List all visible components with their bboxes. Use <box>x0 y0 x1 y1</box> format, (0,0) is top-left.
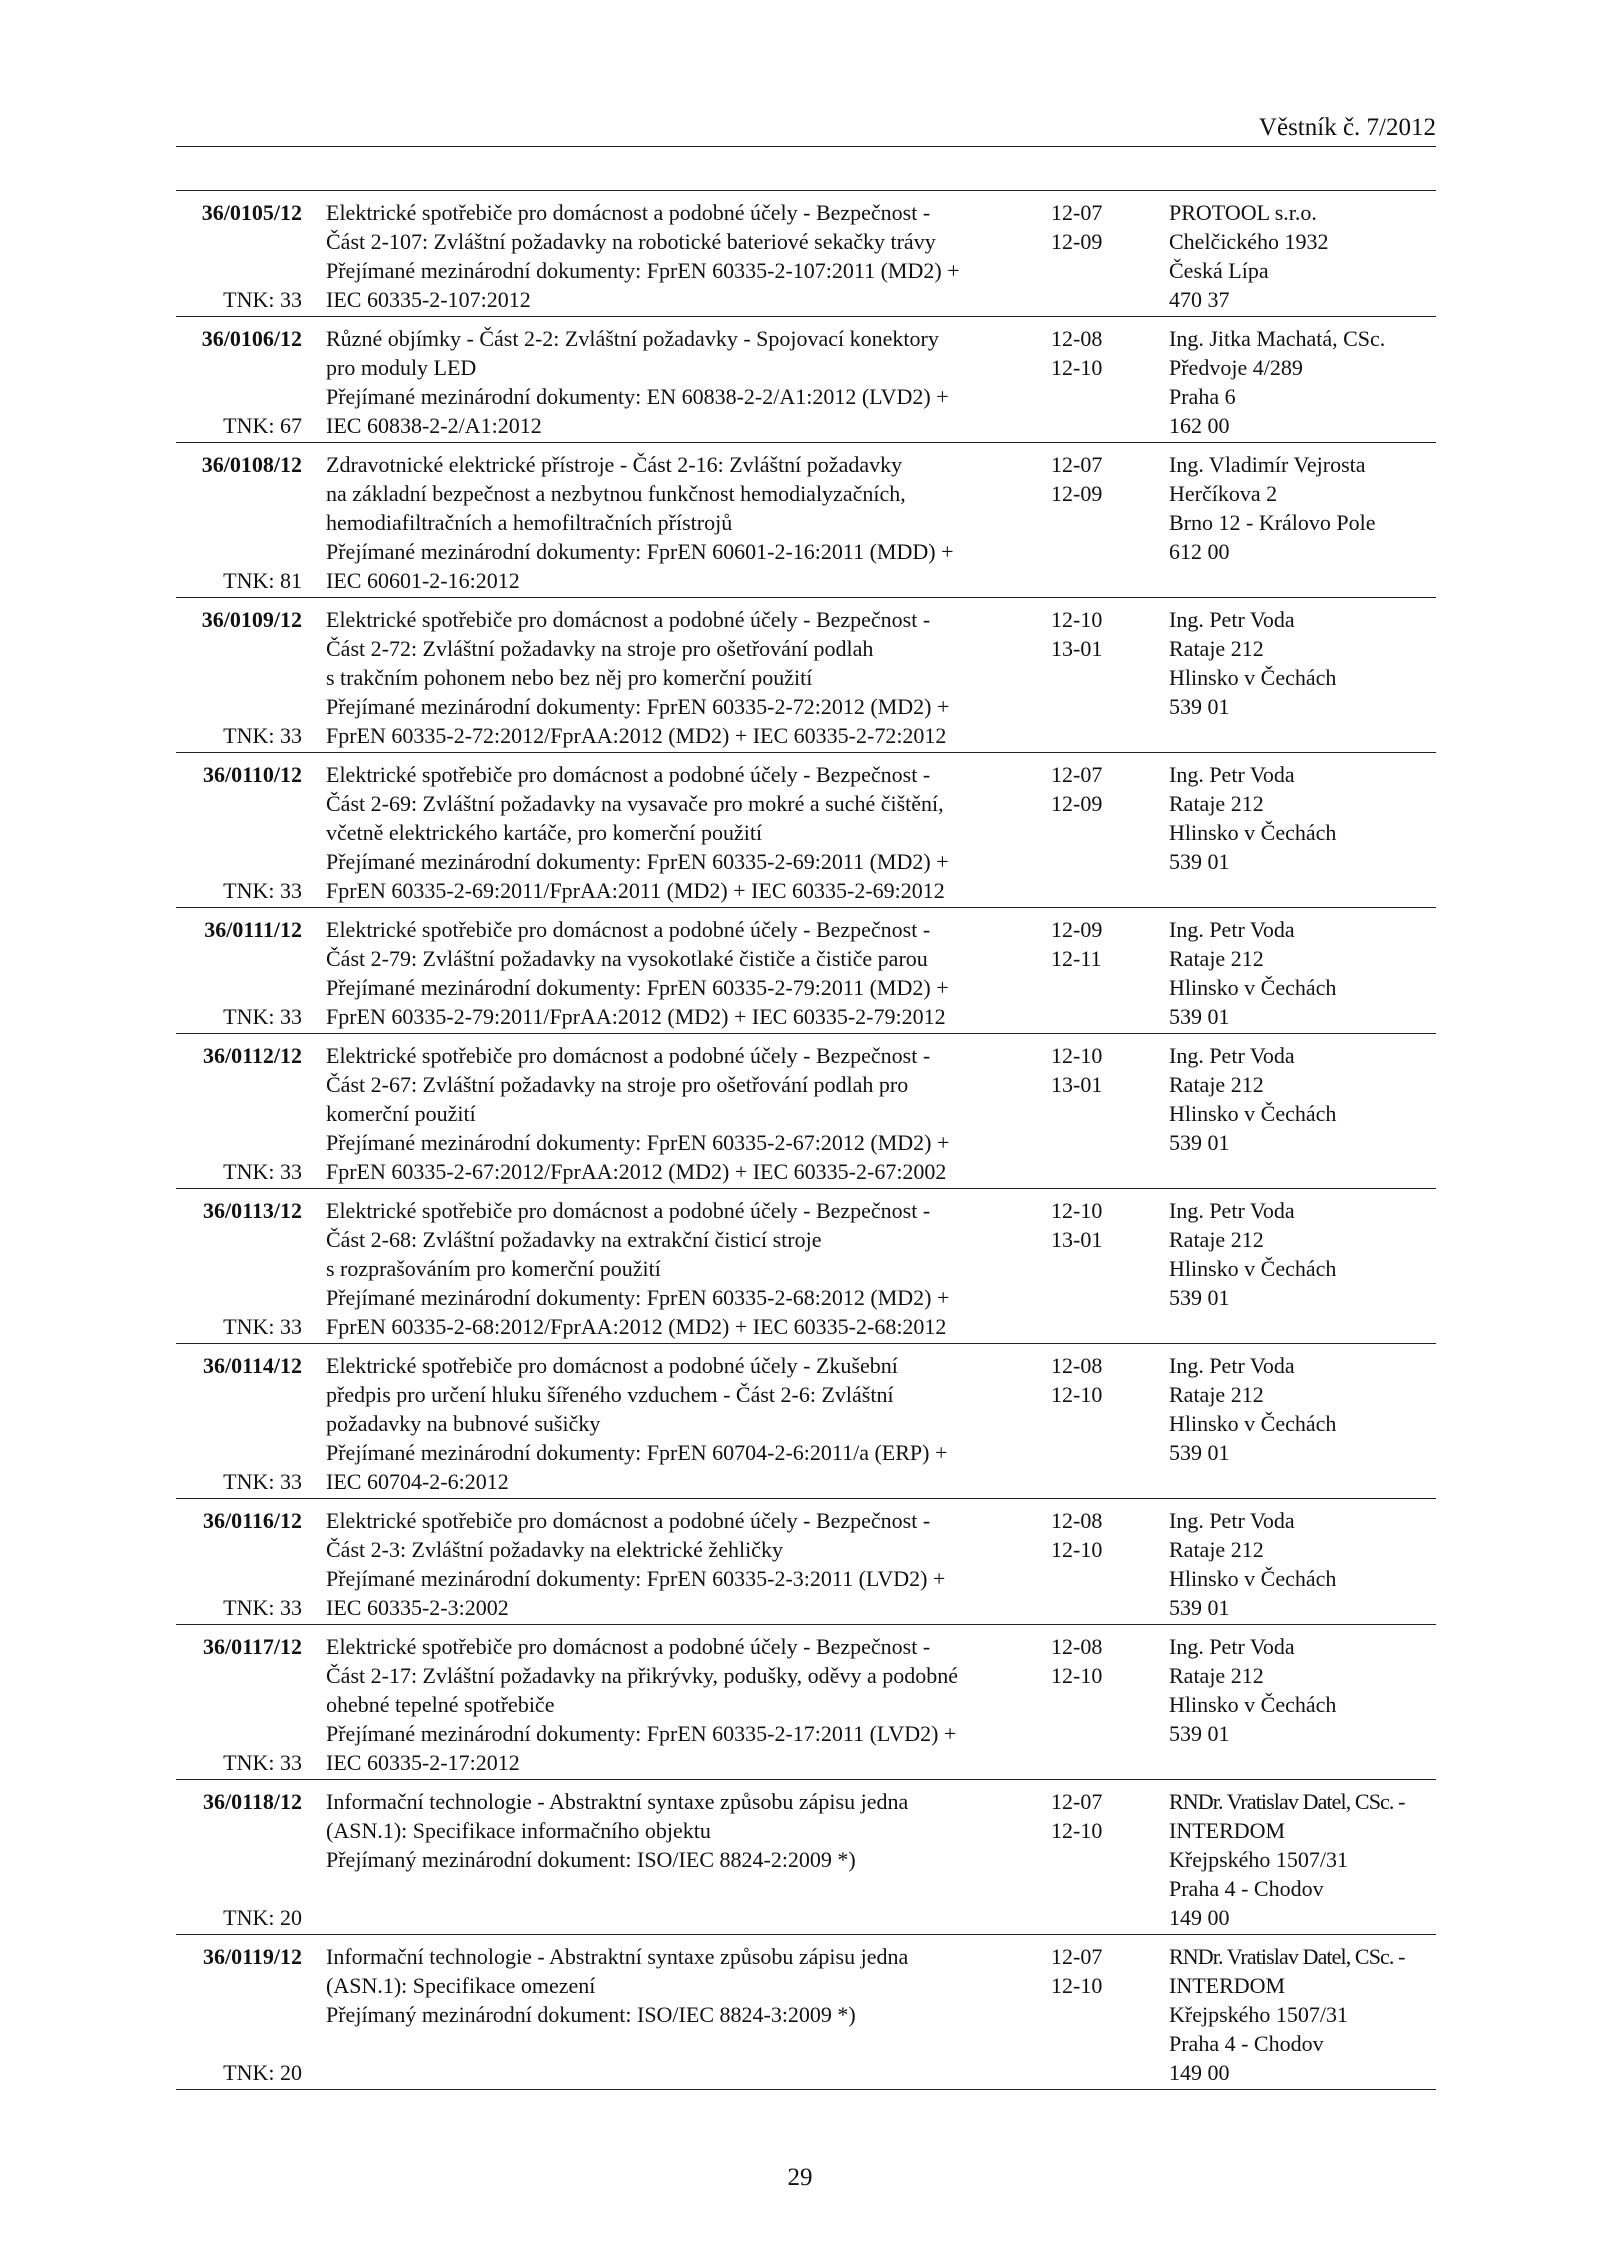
description-line: Přejímané mezinárodní dokumenty: FprEN 60335-2-67:2012 (MD2) + <box>326 1130 950 1155</box>
contact-line: Rataje 212 <box>1169 1537 1264 1562</box>
contact-line: Ing. Petr Voda <box>1169 1198 1295 1223</box>
entry-description <box>326 915 1026 1031</box>
contact-line: Rataje 212 <box>1169 1072 1264 1097</box>
entry-dates <box>1051 1787 1141 1845</box>
tnk-label: TNK: 33 <box>223 1314 302 1339</box>
entry-description <box>326 1506 1026 1622</box>
entry-contact <box>1169 1942 1439 2087</box>
tnk-label: TNK: 33 <box>223 1750 302 1775</box>
page-number: 29 <box>787 2164 813 2191</box>
contact-line: RNDr. Vratislav Datel, CSc. - <box>1169 1789 1405 1814</box>
description-line: s trakčním pohonem nebo bez něj pro komerční použití <box>326 665 813 690</box>
description-line: IEC 60704-2-6:2012 <box>326 1469 509 1494</box>
date-value: 12-10 <box>1051 1818 1103 1843</box>
contact-line: 149 00 <box>1169 2060 1230 2085</box>
table-row <box>176 1189 1436 1344</box>
contact-line: 612 00 <box>1169 539 1230 564</box>
entry-id-cell <box>176 1632 302 1777</box>
description-line: požadavky na bubnové sušičky <box>326 1411 601 1436</box>
entry-id-cell <box>176 1196 302 1341</box>
entry-contact <box>1169 1787 1439 1932</box>
contact-line: Hlinsko v Čechách <box>1169 1566 1337 1591</box>
tnk-label: TNK: 33 <box>223 1004 302 1029</box>
entry-description <box>326 450 1026 595</box>
date-value: 12-09 <box>1051 229 1103 254</box>
description-line: Elektrické spotřebiče pro domácnost a podobné účely - Bezpečnost - <box>326 762 931 787</box>
description-line: ohebné tepelné spotřebiče <box>326 1692 555 1717</box>
description-line: Přejímané mezinárodní dokumenty: FprEN 60335-2-69:2011 (MD2) + <box>326 849 949 874</box>
entry-id-cell <box>176 324 302 440</box>
entry-contact <box>1169 1506 1439 1622</box>
entry-id-cell <box>176 1506 302 1622</box>
entry-dates <box>1051 1351 1141 1409</box>
entry-contact <box>1169 1196 1439 1312</box>
entry-dates <box>1051 324 1141 382</box>
contact-line: Hlinsko v Čechách <box>1169 975 1337 1000</box>
table-row <box>176 317 1436 443</box>
tnk-label: TNK: 81 <box>223 568 302 593</box>
date-value: 12-09 <box>1051 917 1103 942</box>
contact-line: 539 01 <box>1169 1595 1230 1620</box>
contact-line: Ing. Petr Voda <box>1169 1508 1295 1533</box>
description-line: pro moduly LED <box>326 355 477 380</box>
entry-description <box>326 760 1026 905</box>
description-line: IEC 60601-2-16:2012 <box>326 568 520 593</box>
table-row <box>176 191 1436 317</box>
tnk-label: TNK: 20 <box>223 1905 302 1930</box>
entry-dates <box>1051 450 1141 508</box>
entry-dates <box>1051 605 1141 663</box>
journal-title: Věstník č. 7/2012 <box>1258 114 1436 141</box>
contact-line: Rataje 212 <box>1169 1227 1264 1252</box>
tnk-label: TNK: 33 <box>223 1159 302 1184</box>
entry-dates <box>1051 1942 1141 2000</box>
contact-line: Hlinsko v Čechách <box>1169 820 1337 845</box>
description-line: předpis pro určení hluku šířeného vzduchem - Část 2-6: Zvláštní <box>326 1382 894 1407</box>
description-line: Část 2-3: Zvláštní požadavky na elektrické žehličky <box>326 1537 783 1562</box>
description-line: FprEN 60335-2-72:2012/FprAA:2012 (MD2) + IEC 60335-2-72:2012 <box>326 723 947 748</box>
entry-dates <box>1051 1041 1141 1099</box>
description-line: Přejímané mezinárodní dokumenty: EN 60838-2-2/A1:2012 (LVD2) + <box>326 384 949 409</box>
table-row <box>176 1344 1436 1499</box>
contact-line: Rataje 212 <box>1169 946 1264 971</box>
date-value: 12-07 <box>1051 1944 1103 1969</box>
entry-number: 36/0108/12 <box>201 452 302 477</box>
contact-line: Praha 4 - Chodov <box>1169 2031 1324 2056</box>
contact-line: Hlinsko v Čechách <box>1169 1101 1337 1126</box>
contact-line: INTERDOM <box>1169 1818 1286 1843</box>
standards-table <box>176 190 1436 2090</box>
description-line: Část 2-107: Zvláštní požadavky na robotické bateriové sekačky trávy <box>326 229 936 254</box>
entry-dates <box>1051 1196 1141 1254</box>
description-line: Část 2-17: Zvláštní požadavky na přikrývky, podušky, oděvy a podobné <box>326 1663 958 1688</box>
contact-line: Ing. Petr Voda <box>1169 607 1295 632</box>
entry-contact <box>1169 915 1439 1031</box>
description-line: Přejímaný mezinárodní dokument: ISO/IEC 8824-2:2009 *) <box>326 1847 856 1872</box>
entry-description <box>326 324 1026 440</box>
description-line: (ASN.1): Specifikace informačního objektu <box>326 1818 711 1843</box>
entry-number: 36/0113/12 <box>202 1198 302 1223</box>
description-line: Přejímané mezinárodní dokumenty: FprEN 60335-2-79:2011 (MD2) + <box>326 975 949 1000</box>
entry-dates <box>1051 1506 1141 1564</box>
contact-line: 539 01 <box>1169 1440 1230 1465</box>
contact-line: Ing. Petr Voda <box>1169 1353 1295 1378</box>
entry-description <box>326 1787 1026 1874</box>
contact-line: Ing. Petr Voda <box>1169 917 1295 942</box>
date-value: 12-10 <box>1051 1663 1103 1688</box>
entry-id-cell <box>176 1351 302 1496</box>
description-line: Přejímané mezinárodní dokumenty: FprEN 60704-2-6:2011/a (ERP) + <box>326 1440 948 1465</box>
entry-description <box>326 1196 1026 1341</box>
contact-line: Praha 6 <box>1169 384 1236 409</box>
date-value: 12-10 <box>1051 355 1103 380</box>
description-line: Informační technologie - Abstraktní syntaxe způsobu zápisu jedna <box>326 1789 909 1814</box>
description-line: Elektrické spotřebiče pro domácnost a podobné účely - Bezpečnost - <box>326 1198 931 1223</box>
table-row <box>176 443 1436 598</box>
entry-contact <box>1169 324 1439 440</box>
entry-dates <box>1051 760 1141 818</box>
table-row <box>176 1935 1436 2090</box>
description-line: včetně elektrického kartáče, pro komerční použití <box>326 820 763 845</box>
contact-line: Rataje 212 <box>1169 791 1264 816</box>
description-line: Elektrické spotřebiče pro domácnost a podobné účely - Bezpečnost - <box>326 1634 931 1659</box>
contact-line: Ing. Petr Voda <box>1169 1634 1295 1659</box>
date-value: 12-08 <box>1051 1508 1103 1533</box>
description-line: FprEN 60335-2-79:2011/FprAA:2012 (MD2) + IEC 60335-2-79:2012 <box>326 1004 946 1029</box>
entry-id-cell <box>176 198 302 314</box>
contact-line: Hlinsko v Čechách <box>1169 665 1337 690</box>
date-value: 12-07 <box>1051 1789 1103 1814</box>
entry-description <box>326 605 1026 750</box>
contact-line: Hlinsko v Čechách <box>1169 1411 1337 1436</box>
tnk-label: TNK: 33 <box>223 878 302 903</box>
description-line: Část 2-79: Zvláštní požadavky na vysokotlaké čističe a čističe parou <box>326 946 928 971</box>
description-line: IEC 60335-2-17:2012 <box>326 1750 520 1775</box>
description-line: na základní bezpečnost a nezbytnou funkčnost hemodialyzačních, <box>326 481 906 506</box>
description-line: IEC 60335-2-3:2002 <box>326 1595 509 1620</box>
contact-line: 539 01 <box>1169 849 1230 874</box>
entry-number: 36/0112/12 <box>202 1043 302 1068</box>
date-value: 13-01 <box>1051 1072 1103 1097</box>
date-value: 12-07 <box>1051 452 1103 477</box>
table-row <box>176 908 1436 1034</box>
date-value: 13-01 <box>1051 1227 1103 1252</box>
date-value: 12-07 <box>1051 200 1103 225</box>
contact-line: 539 01 <box>1169 1721 1230 1746</box>
date-value: 12-08 <box>1051 326 1103 351</box>
contact-line: 162 00 <box>1169 413 1230 438</box>
contact-line: Křejpského 1507/31 <box>1169 1847 1349 1872</box>
entry-description <box>326 198 1026 314</box>
description-line: Přejímané mezinárodní dokumenty: FprEN 60335-2-17:2011 (LVD2) + <box>326 1721 957 1746</box>
table-row <box>176 598 1436 753</box>
contact-line: Herčíkova 2 <box>1169 481 1278 506</box>
description-line: Elektrické spotřebiče pro domácnost a podobné účely - Bezpečnost - <box>326 1043 931 1068</box>
entry-id-cell <box>176 1942 302 2087</box>
entry-description <box>326 1351 1026 1496</box>
contact-line: Ing. Petr Voda <box>1169 1043 1295 1068</box>
contact-line: Ing. Petr Voda <box>1169 762 1295 787</box>
entry-number: 36/0109/12 <box>201 607 302 632</box>
entry-contact <box>1169 760 1439 876</box>
entry-id-cell <box>176 760 302 905</box>
entry-contact <box>1169 450 1439 566</box>
contact-line: 539 01 <box>1169 1130 1230 1155</box>
description-line: Přejímaný mezinárodní dokument: ISO/IEC 8824-3:2009 *) <box>326 2002 856 2027</box>
entry-id-cell <box>176 450 302 595</box>
entry-number: 36/0105/12 <box>201 200 302 225</box>
entry-number: 36/0106/12 <box>201 326 302 351</box>
tnk-label: TNK: 33 <box>223 287 302 312</box>
contact-line: 470 37 <box>1169 287 1230 312</box>
entry-contact <box>1169 198 1439 314</box>
description-line: s rozprašováním pro komerční použití <box>326 1256 661 1281</box>
contact-line: Rataje 212 <box>1169 636 1264 661</box>
description-line: Přejímané mezinárodní dokumenty: FprEN 60335-2-72:2012 (MD2) + <box>326 694 950 719</box>
entry-id-cell <box>176 1787 302 1932</box>
contact-line: Praha 4 - Chodov <box>1169 1876 1324 1901</box>
description-line: Elektrické spotřebiče pro domácnost a podobné účely - Bezpečnost - <box>326 607 931 632</box>
date-value: 12-10 <box>1051 607 1103 632</box>
entry-id-cell <box>176 1041 302 1186</box>
date-value: 12-10 <box>1051 1043 1103 1068</box>
description-line: IEC 60838-2-2/A1:2012 <box>326 413 542 438</box>
description-line: Přejímané mezinárodní dokumenty: FprEN 60335-2-68:2012 (MD2) + <box>326 1285 950 1310</box>
table-row <box>176 1625 1436 1780</box>
description-line: Část 2-69: Zvláštní požadavky na vysavače pro mokré a suché čištění, <box>326 791 944 816</box>
contact-line: Chelčického 1932 <box>1169 229 1329 254</box>
description-line: IEC 60335-2-107:2012 <box>326 287 531 312</box>
contact-line: INTERDOM <box>1169 1973 1286 1998</box>
contact-line: 149 00 <box>1169 1905 1230 1930</box>
entry-number: 36/0110/12 <box>202 762 302 787</box>
contact-line: 539 01 <box>1169 1004 1230 1029</box>
description-line: Elektrické spotřebiče pro domácnost a podobné účely - Bezpečnost - <box>326 917 931 942</box>
description-line: Elektrické spotřebiče pro domácnost a podobné účely - Bezpečnost - <box>326 1508 931 1533</box>
description-line: Různé objímky - Část 2-2: Zvláštní požadavky - Spojovací konektory <box>326 326 939 351</box>
entry-contact <box>1169 1351 1439 1467</box>
description-line: Část 2-67: Zvláštní požadavky na stroje pro ošetřování podlah pro <box>326 1072 909 1097</box>
contact-line: Česká Lípa <box>1169 258 1269 283</box>
entry-dates <box>1051 915 1141 973</box>
entry-description <box>326 1632 1026 1777</box>
date-value: 12-11 <box>1051 946 1102 971</box>
description-line: Část 2-72: Zvláštní požadavky na stroje pro ošetřování podlah <box>326 636 874 661</box>
table-row <box>176 1780 1436 1935</box>
entry-id-cell <box>176 915 302 1031</box>
entry-dates <box>1051 1632 1141 1690</box>
description-line: Přejímané mezinárodní dokumenty: FprEN 60335-2-3:2011 (LVD2) + <box>326 1566 946 1591</box>
description-line: Přejímané mezinárodní dokumenty: FprEN 60601-2-16:2011 (MDD) + <box>326 539 954 564</box>
description-line: FprEN 60335-2-69:2011/FprAA:2011 (MD2) + IEC 60335-2-69:2012 <box>326 878 945 903</box>
entry-contact <box>1169 605 1439 721</box>
date-value: 12-08 <box>1051 1634 1103 1659</box>
description-line: Zdravotnické elektrické přístroje - Část 2-16: Zvláštní požadavky <box>326 452 903 477</box>
tnk-label: TNK: 33 <box>223 1595 302 1620</box>
entry-number: 36/0114/12 <box>202 1353 302 1378</box>
date-value: 13-01 <box>1051 636 1103 661</box>
contact-line: Ing. Jitka Machatá, CSc. <box>1169 326 1386 351</box>
entry-number: 36/0116/12 <box>202 1508 302 1533</box>
entry-number: 36/0117/12 <box>202 1634 302 1659</box>
description-line: (ASN.1): Specifikace omezení <box>326 1973 596 1998</box>
contact-line: Rataje 212 <box>1169 1382 1264 1407</box>
table-row <box>176 1499 1436 1625</box>
date-value: 12-10 <box>1051 1973 1103 1998</box>
table-row <box>176 753 1436 908</box>
contact-line: RNDr. Vratislav Datel, CSc. - <box>1169 1944 1405 1969</box>
entry-description <box>326 1041 1026 1186</box>
description-line: Přejímané mezinárodní dokumenty: FprEN 60335-2-107:2011 (MD2) + <box>326 258 960 283</box>
entry-number: 36/0119/12 <box>202 1944 302 1969</box>
entry-id-cell <box>176 605 302 750</box>
entry-number: 36/0111/12 <box>204 917 302 942</box>
contact-line: PROTOOL s.r.o. <box>1169 200 1317 225</box>
date-value: 12-09 <box>1051 791 1103 816</box>
description-line: hemodiafiltračních a hemofiltračních přístrojů <box>326 510 733 535</box>
entry-contact <box>1169 1041 1439 1157</box>
entry-number: 36/0118/12 <box>202 1789 302 1814</box>
contact-line: Brno 12 - Královo Pole <box>1169 510 1376 535</box>
tnk-label: TNK: 33 <box>223 1469 302 1494</box>
entry-dates <box>1051 198 1141 256</box>
contact-line: Ing. Vladimír Vejrosta <box>1169 452 1366 477</box>
tnk-label: TNK: 67 <box>223 413 302 438</box>
contact-line: Křejpského 1507/31 <box>1169 2002 1349 2027</box>
page-header <box>176 106 1436 147</box>
description-line: komerční použití <box>326 1101 476 1126</box>
contact-line: 539 01 <box>1169 1285 1230 1310</box>
table-row <box>176 1034 1436 1189</box>
description-line: Část 2-68: Zvláštní požadavky na extrakční čisticí stroje <box>326 1227 822 1252</box>
date-value: 12-10 <box>1051 1382 1103 1407</box>
contact-line: Hlinsko v Čechách <box>1169 1692 1337 1717</box>
contact-line: Hlinsko v Čechách <box>1169 1256 1337 1281</box>
contact-line: Rataje 212 <box>1169 1663 1264 1688</box>
date-value: 12-10 <box>1051 1198 1103 1223</box>
entry-description <box>326 1942 1026 2029</box>
date-value: 12-10 <box>1051 1537 1103 1562</box>
description-line: FprEN 60335-2-67:2012/FprAA:2012 (MD2) + IEC 60335-2-67:2002 <box>326 1159 947 1184</box>
date-value: 12-09 <box>1051 481 1103 506</box>
description-line: Elektrické spotřebiče pro domácnost a podobné účely - Zkušební <box>326 1353 898 1378</box>
contact-line: 539 01 <box>1169 694 1230 719</box>
description-line: FprEN 60335-2-68:2012/FprAA:2012 (MD2) + IEC 60335-2-68:2012 <box>326 1314 947 1339</box>
date-value: 12-07 <box>1051 762 1103 787</box>
description-line: Elektrické spotřebiče pro domácnost a podobné účely - Bezpečnost - <box>326 200 931 225</box>
date-value: 12-08 <box>1051 1353 1103 1378</box>
description-line: Informační technologie - Abstraktní syntaxe způsobu zápisu jedna <box>326 1944 909 1969</box>
entry-contact <box>1169 1632 1439 1748</box>
contact-line: Předvoje 4/289 <box>1169 355 1303 380</box>
tnk-label: TNK: 20 <box>223 2060 302 2085</box>
tnk-label: TNK: 33 <box>223 723 302 748</box>
